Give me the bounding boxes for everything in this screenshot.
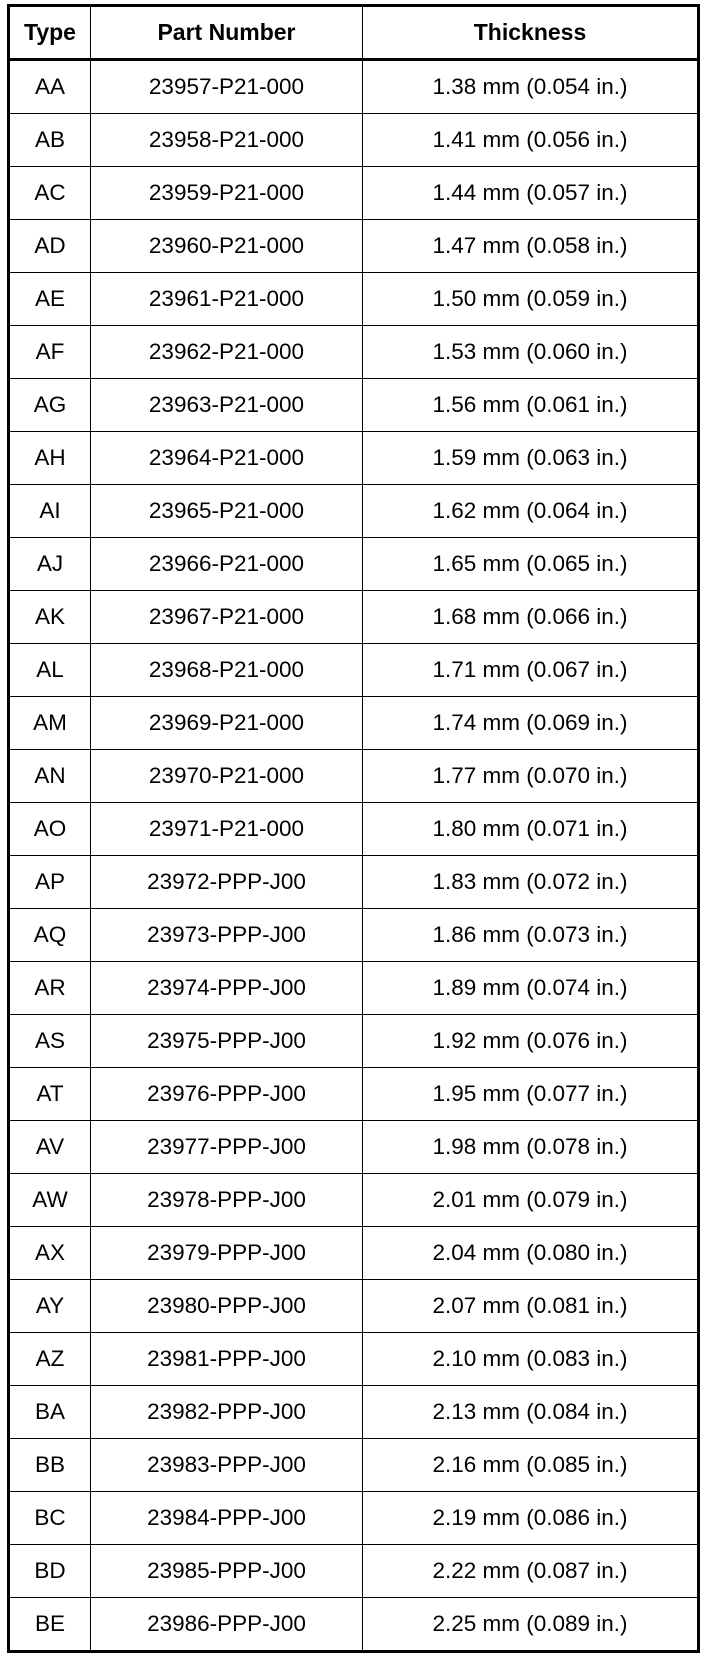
type-cell: AS	[9, 1015, 91, 1068]
type-cell: AW	[9, 1174, 91, 1227]
table-row	[9, 60, 699, 114]
thickness-cell: 1.41 mm (0.056 in.)	[363, 114, 699, 167]
part-number-cell: 23964-P21-000	[91, 432, 363, 485]
type-cell: AK	[9, 591, 91, 644]
table-row	[9, 167, 699, 220]
part-number-cell: 23980-PPP-J00	[91, 1280, 363, 1333]
table-row	[9, 1386, 699, 1439]
table-row	[9, 538, 699, 591]
thickness-cell: 2.01 mm (0.079 in.)	[363, 1174, 699, 1227]
type-cell: AO	[9, 803, 91, 856]
type-cell: AE	[9, 273, 91, 326]
table-row	[9, 1280, 699, 1333]
thickness-cell: 2.25 mm (0.089 in.)	[363, 1598, 699, 1652]
table-body	[9, 60, 699, 1652]
type-cell: BE	[9, 1598, 91, 1652]
thickness-cell: 1.89 mm (0.074 in.)	[363, 962, 699, 1015]
thickness-cell: 1.53 mm (0.060 in.)	[363, 326, 699, 379]
part-number-cell: 23985-PPP-J00	[91, 1545, 363, 1598]
type-cell: AL	[9, 644, 91, 697]
table-row	[9, 1068, 699, 1121]
part-number-cell: 23960-P21-000	[91, 220, 363, 273]
part-number-cell: 23984-PPP-J00	[91, 1492, 363, 1545]
type-cell: AX	[9, 1227, 91, 1280]
table-row	[9, 591, 699, 644]
type-cell: BA	[9, 1386, 91, 1439]
part-number-cell: 23962-P21-000	[91, 326, 363, 379]
part-number-cell: 23974-PPP-J00	[91, 962, 363, 1015]
table-row	[9, 114, 699, 167]
part-number-cell: 23971-P21-000	[91, 803, 363, 856]
thickness-cell: 1.56 mm (0.061 in.)	[363, 379, 699, 432]
part-number-cell: 23957-P21-000	[91, 60, 363, 114]
part-number-cell: 23963-P21-000	[91, 379, 363, 432]
thickness-cell: 1.74 mm (0.069 in.)	[363, 697, 699, 750]
type-cell: AH	[9, 432, 91, 485]
part-number-cell: 23977-PPP-J00	[91, 1121, 363, 1174]
type-cell: AM	[9, 697, 91, 750]
table-row	[9, 1598, 699, 1652]
table-row	[9, 1492, 699, 1545]
thickness-cell: 1.77 mm (0.070 in.)	[363, 750, 699, 803]
thickness-cell: 1.95 mm (0.077 in.)	[363, 1068, 699, 1121]
table-row	[9, 803, 699, 856]
table-row	[9, 1545, 699, 1598]
type-cell: AN	[9, 750, 91, 803]
thickness-column-header: Thickness	[363, 6, 699, 60]
thickness-cell: 1.62 mm (0.064 in.)	[363, 485, 699, 538]
part-number-cell: 23973-PPP-J00	[91, 909, 363, 962]
table-row	[9, 644, 699, 697]
table-row	[9, 1015, 699, 1068]
part-number-cell: 23968-P21-000	[91, 644, 363, 697]
part-number-cell: 23978-PPP-J00	[91, 1174, 363, 1227]
table-row	[9, 1333, 699, 1386]
type-cell: AR	[9, 962, 91, 1015]
type-cell: AP	[9, 856, 91, 909]
thickness-cell: 1.65 mm (0.065 in.)	[363, 538, 699, 591]
type-cell: AB	[9, 114, 91, 167]
thickness-cell: 2.16 mm (0.085 in.)	[363, 1439, 699, 1492]
table-row	[9, 1227, 699, 1280]
part-number-cell: 23986-PPP-J00	[91, 1598, 363, 1652]
thickness-cell: 2.19 mm (0.086 in.)	[363, 1492, 699, 1545]
part-number-cell: 23958-P21-000	[91, 114, 363, 167]
thickness-spec-table	[7, 4, 700, 1653]
table-row	[9, 273, 699, 326]
type-cell: AQ	[9, 909, 91, 962]
part-number-cell: 23981-PPP-J00	[91, 1333, 363, 1386]
type-cell: AD	[9, 220, 91, 273]
table-row	[9, 1439, 699, 1492]
thickness-cell: 1.80 mm (0.071 in.)	[363, 803, 699, 856]
thickness-cell: 1.83 mm (0.072 in.)	[363, 856, 699, 909]
part-number-cell: 23979-PPP-J00	[91, 1227, 363, 1280]
table-row	[9, 485, 699, 538]
type-cell: BB	[9, 1439, 91, 1492]
part-number-cell: 23976-PPP-J00	[91, 1068, 363, 1121]
thickness-cell: 1.44 mm (0.057 in.)	[363, 167, 699, 220]
thickness-cell: 1.68 mm (0.066 in.)	[363, 591, 699, 644]
type-cell: BC	[9, 1492, 91, 1545]
type-cell: AA	[9, 60, 91, 114]
part-number-cell: 23975-PPP-J00	[91, 1015, 363, 1068]
part-number-cell: 23969-P21-000	[91, 697, 363, 750]
table-row	[9, 697, 699, 750]
table-row	[9, 909, 699, 962]
table-row	[9, 379, 699, 432]
thickness-cell: 2.13 mm (0.084 in.)	[363, 1386, 699, 1439]
thickness-cell: 1.47 mm (0.058 in.)	[363, 220, 699, 273]
type-cell: AF	[9, 326, 91, 379]
type-cell: AC	[9, 167, 91, 220]
table-header-row	[9, 6, 699, 60]
table-row	[9, 326, 699, 379]
type-cell: BD	[9, 1545, 91, 1598]
part-number-cell: 23959-P21-000	[91, 167, 363, 220]
thickness-cell: 1.86 mm (0.073 in.)	[363, 909, 699, 962]
part-number-cell: 23961-P21-000	[91, 273, 363, 326]
type-cell: AZ	[9, 1333, 91, 1386]
table-row	[9, 432, 699, 485]
table-row	[9, 220, 699, 273]
type-cell: AJ	[9, 538, 91, 591]
type-cell: AT	[9, 1068, 91, 1121]
type-cell: AI	[9, 485, 91, 538]
type-cell: AY	[9, 1280, 91, 1333]
thickness-cell: 2.22 mm (0.087 in.)	[363, 1545, 699, 1598]
table-row	[9, 1121, 699, 1174]
table-row	[9, 1174, 699, 1227]
thickness-cell: 1.92 mm (0.076 in.)	[363, 1015, 699, 1068]
table-row	[9, 750, 699, 803]
part-number-cell: 23982-PPP-J00	[91, 1386, 363, 1439]
part-number-cell: 23967-P21-000	[91, 591, 363, 644]
part-number-column-header: Part Number	[91, 6, 363, 60]
thickness-cell: 2.10 mm (0.083 in.)	[363, 1333, 699, 1386]
thickness-cell: 1.71 mm (0.067 in.)	[363, 644, 699, 697]
thickness-cell: 1.38 mm (0.054 in.)	[363, 60, 699, 114]
part-number-cell: 23972-PPP-J00	[91, 856, 363, 909]
thickness-cell: 2.07 mm (0.081 in.)	[363, 1280, 699, 1333]
type-cell: AG	[9, 379, 91, 432]
table-row	[9, 856, 699, 909]
type-cell: AV	[9, 1121, 91, 1174]
part-number-cell: 23966-P21-000	[91, 538, 363, 591]
thickness-cell: 2.04 mm (0.080 in.)	[363, 1227, 699, 1280]
type-column-header: Type	[9, 6, 91, 60]
part-number-cell: 23965-P21-000	[91, 485, 363, 538]
table-row	[9, 962, 699, 1015]
part-number-cell: 23970-P21-000	[91, 750, 363, 803]
part-number-cell: 23983-PPP-J00	[91, 1439, 363, 1492]
thickness-cell: 1.98 mm (0.078 in.)	[363, 1121, 699, 1174]
thickness-cell: 1.50 mm (0.059 in.)	[363, 273, 699, 326]
thickness-cell: 1.59 mm (0.063 in.)	[363, 432, 699, 485]
